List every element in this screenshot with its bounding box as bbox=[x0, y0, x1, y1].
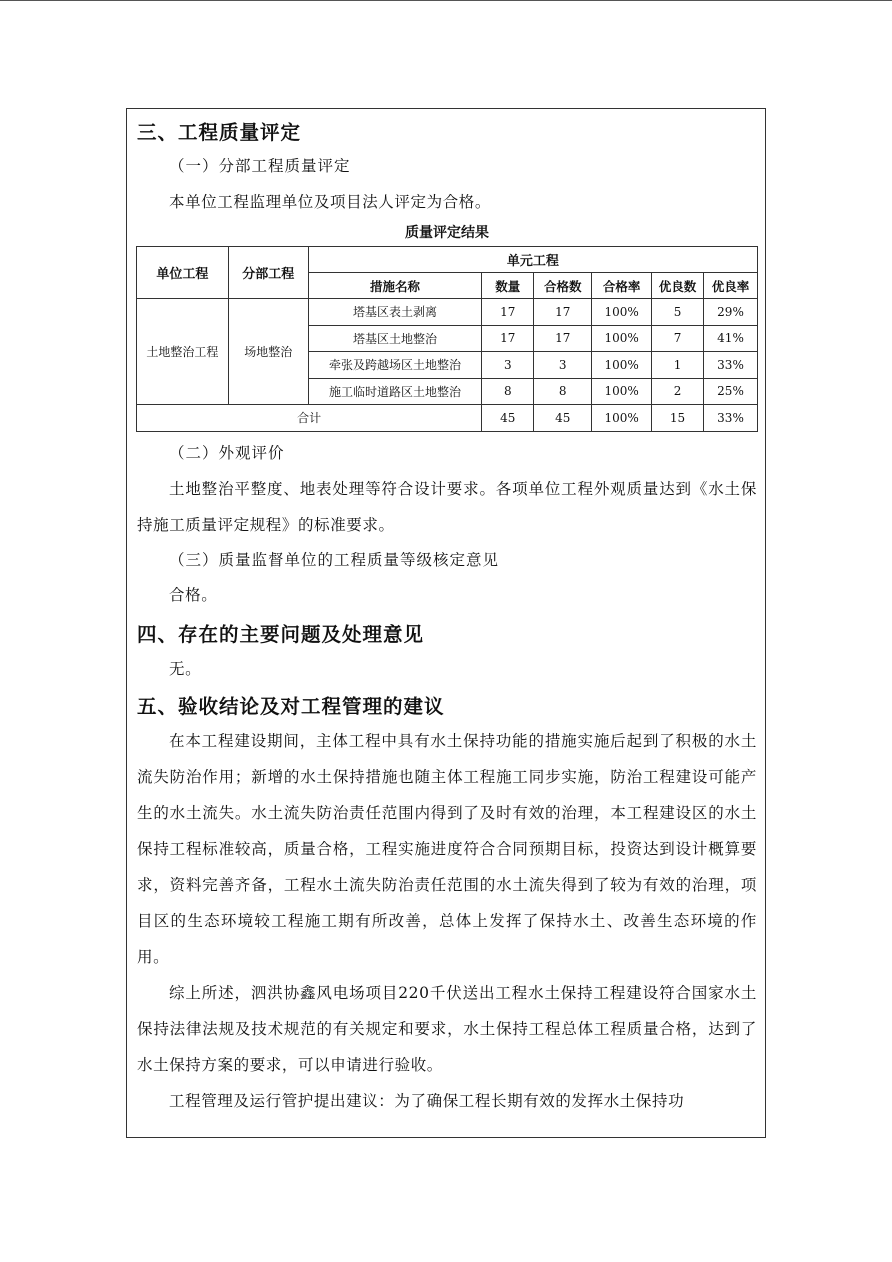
cell-unit-project: 土地整治工程 bbox=[137, 299, 229, 405]
header-excellent: 优良数 bbox=[652, 273, 704, 299]
cell-qualified: 17 bbox=[534, 299, 592, 326]
sub3-text: 合格。 bbox=[169, 585, 218, 604]
header-sub-project: 分部工程 bbox=[228, 247, 308, 299]
cell-excellent-rate: 25% bbox=[704, 378, 758, 405]
cell-total-excellent-rate: 33% bbox=[704, 405, 758, 432]
cell-excellent-rate: 41% bbox=[704, 325, 758, 352]
header-element-project: 单元工程 bbox=[308, 247, 757, 273]
cell-quantity: 3 bbox=[482, 352, 534, 379]
section5-para3: 工程管理及运行管护提出建议：为了确保工程长期有效的发挥水土保持功 bbox=[169, 1091, 685, 1110]
cell-excellent-rate: 29% bbox=[704, 299, 758, 326]
quality-table bbox=[136, 246, 758, 432]
cell-sub-project: 场地整治 bbox=[228, 299, 308, 405]
cell-measure-name: 施工临时道路区土地整治 bbox=[308, 378, 482, 405]
section5-para2: 综上所述，泗洪协鑫风电场项目220千伏送出工程水土保持工程建设符合国家水土保持法律法规及技术规范的有关规定和要求，水土保持工程总体工程质量合格，达到了水土保持方案的要求，可以申请进行验收。 bbox=[137, 983, 757, 1074]
header-unit-project: 单位工程 bbox=[137, 247, 229, 299]
cell-measure-name: 牵张及跨越场区土地整治 bbox=[308, 352, 482, 379]
cell-excellent-rate: 33% bbox=[704, 352, 758, 379]
cell-quantity: 8 bbox=[482, 378, 534, 405]
cell-total-excellent: 15 bbox=[652, 405, 704, 432]
document-frame bbox=[126, 108, 766, 1138]
section5-title: 五、验收结论及对工程管理的建议 bbox=[137, 694, 445, 718]
cell-total-qualified: 45 bbox=[534, 405, 592, 432]
section5-para1: 在本工程建设期间，主体工程中具有水土保持功能的措施实施后起到了积极的水土流失防治作用；新增的水土保持措施也随主体工程施工同步实施，防治工程建设可能产生的水土流失。水土流失防治责任范围内得到了及时有效的治理，本工程建设区的水土保持工程标准较高，质量合格，工程实施进度符合合同预期目标，投资达到设计概算要求，资料完善齐备，工程水土流失防治责任范围的水土流失得到了较为有效的治理，项目区的生态环境较工程施工期有所改善，总体上发挥了保持水土、改善生态环境的作用。 bbox=[137, 731, 757, 966]
cell-pass-rate: 100% bbox=[592, 378, 652, 405]
cell-quantity: 17 bbox=[482, 325, 534, 352]
header-measure-name: 措施名称 bbox=[308, 273, 482, 299]
sub2-text: 土地整治平整度、地表处理等符合设计要求。各项单位工程外观质量达到《水土保持施工质量评定规程》的标准要求。 bbox=[137, 479, 757, 534]
cell-pass-rate: 100% bbox=[592, 325, 652, 352]
sub1-title: （一）分部工程质量评定 bbox=[169, 157, 351, 175]
header-qualified: 合格数 bbox=[534, 273, 592, 299]
section3-title: 三、工程质量评定 bbox=[137, 121, 302, 144]
cell-total-pass-rate: 100% bbox=[592, 405, 652, 432]
cell-qualified: 8 bbox=[534, 378, 592, 405]
sub3-title: （三）质量监督单位的工程质量等级核定意见 bbox=[169, 550, 500, 569]
table-title: 质量评定结果 bbox=[405, 225, 489, 241]
cell-measure-name: 塔基区表土剥离 bbox=[308, 299, 482, 326]
cell-measure-name: 塔基区土地整治 bbox=[308, 325, 482, 352]
cell-total-quantity: 45 bbox=[482, 405, 534, 432]
table-total-row bbox=[137, 405, 758, 432]
cell-excellent: 7 bbox=[652, 325, 704, 352]
section4-title: 四、存在的主要问题及处理意见 bbox=[137, 622, 425, 646]
cell-qualified: 17 bbox=[534, 325, 592, 352]
table-row bbox=[137, 299, 758, 326]
sub2-title: （二）外观评价 bbox=[169, 443, 285, 462]
cell-excellent: 2 bbox=[652, 378, 704, 405]
page-top-rule bbox=[0, 0, 892, 1]
document-body bbox=[137, 117, 757, 1119]
header-pass-rate: 合格率 bbox=[592, 273, 652, 299]
cell-qualified: 3 bbox=[534, 352, 592, 379]
cell-pass-rate: 100% bbox=[592, 299, 652, 326]
cell-total-label: 合计 bbox=[137, 405, 482, 432]
cell-excellent: 5 bbox=[652, 299, 704, 326]
section4-text: 无。 bbox=[169, 659, 202, 678]
cell-excellent: 1 bbox=[652, 352, 704, 379]
cell-quantity: 17 bbox=[482, 299, 534, 326]
cell-pass-rate: 100% bbox=[592, 352, 652, 379]
sub1-text: 本单位工程监理单位及项目法人评定为合格。 bbox=[169, 193, 492, 211]
header-excellent-rate: 优良率 bbox=[704, 273, 758, 299]
header-quantity: 数量 bbox=[482, 273, 534, 299]
